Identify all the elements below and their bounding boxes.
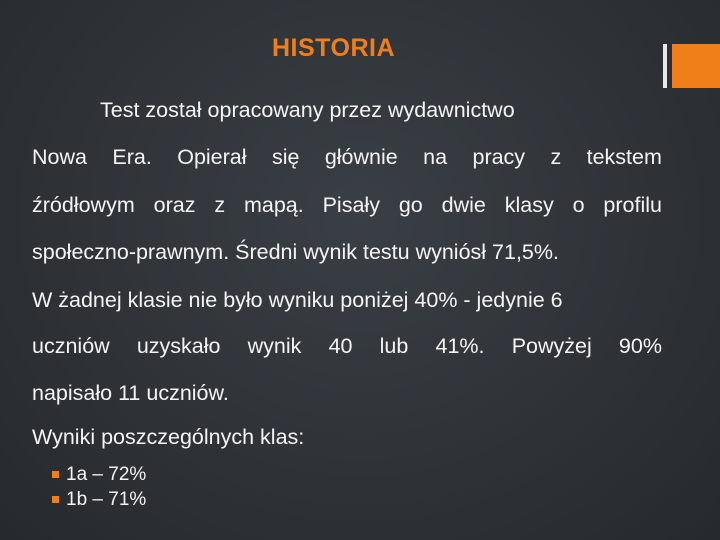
body-word: Opierał	[177, 145, 247, 169]
body-word: dwie	[441, 193, 486, 217]
body-line-3	[32, 193, 662, 217]
accent-bar-thin	[663, 44, 667, 88]
body-word: Pisały	[322, 193, 380, 217]
body-line-6	[32, 334, 662, 358]
bullet-list	[52, 462, 146, 512]
body-line-8: Wyniki poszczególnych klas:	[32, 425, 305, 449]
body-word: Nowa	[32, 145, 87, 169]
bullet-square-icon	[52, 471, 59, 478]
body-line-5: W żadnej klasie nie było wyniku poniżej 40% - jedynie 6	[32, 288, 563, 312]
bullet-item	[52, 487, 146, 512]
body-word: wynik	[247, 334, 302, 358]
body-word: profilu	[603, 193, 662, 217]
body-word: klasy	[504, 193, 554, 217]
body-word: się	[271, 145, 300, 169]
body-line-4: społeczno-prawnym. Średni wynik testu wyniósł 71,5%.	[32, 240, 559, 264]
body-word: lub	[379, 334, 409, 358]
body-word: o	[572, 193, 585, 217]
body-word: mapą.	[243, 193, 304, 217]
body-word: oraz	[153, 193, 196, 217]
body-line-2	[32, 145, 662, 169]
body-word: uczniów	[32, 334, 110, 358]
accent-bar-orange	[672, 44, 720, 88]
slide-title: HISTORIA	[272, 34, 395, 62]
body-word: tekstem	[586, 145, 662, 169]
body-word: źródłowym	[32, 193, 135, 217]
body-word: z	[550, 145, 562, 169]
body-word: Era.	[112, 145, 152, 169]
body-word: na	[423, 145, 448, 169]
body-line-1: Test został opracowany przez wydawnictwo	[100, 98, 515, 122]
body-word: Powyżej	[511, 334, 592, 358]
body-word: głównie	[324, 145, 398, 169]
bullet-square-icon	[52, 496, 59, 503]
body-word: z	[214, 193, 226, 217]
bullet-text: 1a – 72%	[66, 464, 147, 485]
body-line-7: napisało 11 uczniów.	[32, 381, 229, 405]
body-word: 90%	[618, 334, 662, 358]
body-word: go	[398, 193, 423, 217]
body-word: uzyskało	[136, 334, 221, 358]
body-word: 41%.	[435, 334, 485, 358]
body-word: 40	[328, 334, 353, 358]
bullet-text: 1b – 71%	[66, 489, 147, 510]
bullet-item	[52, 462, 146, 487]
body-word: pracy	[472, 145, 526, 169]
